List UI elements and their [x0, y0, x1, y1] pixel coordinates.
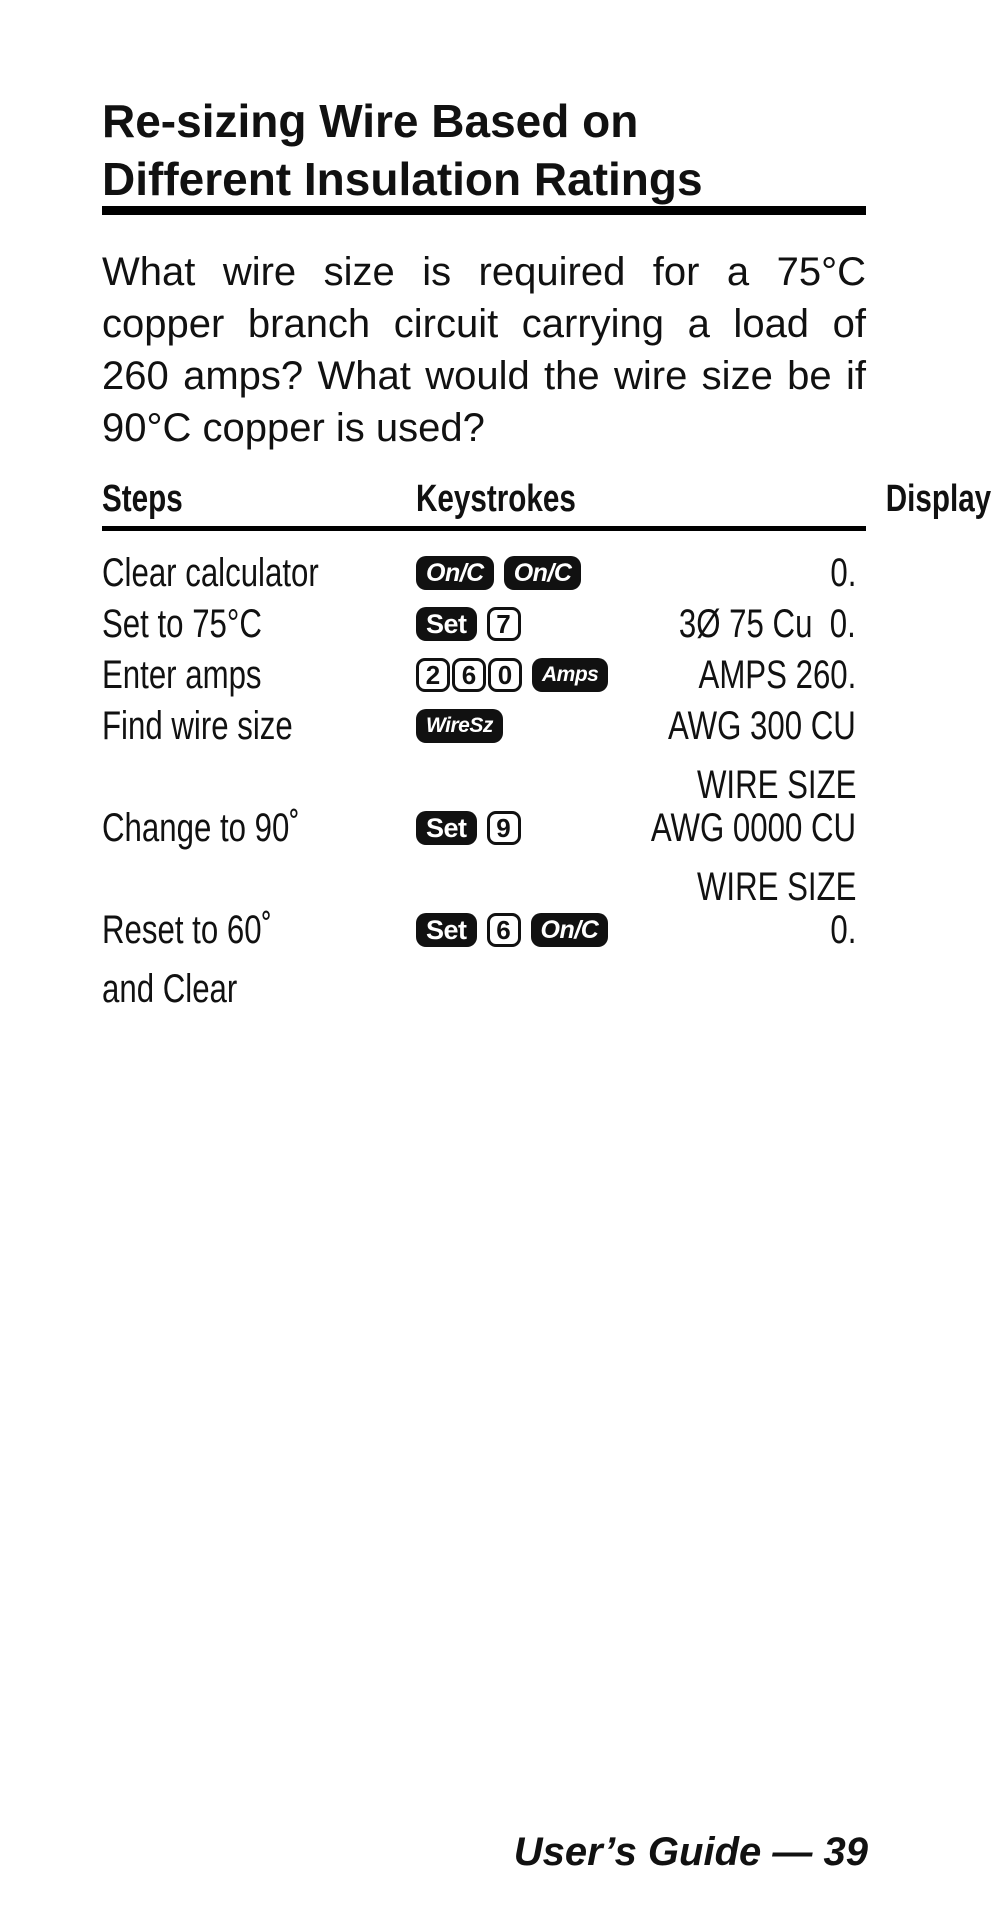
digit-key: 2	[416, 658, 450, 692]
keystrokes	[416, 811, 521, 845]
digit-key: 7	[487, 607, 521, 641]
keystrokes	[416, 607, 521, 641]
digit-key: 6	[487, 913, 521, 947]
step-label: Clear calculator	[102, 551, 319, 595]
page-footer: User’s Guide — 39	[513, 1830, 868, 1874]
display-value: AWG 300 CU WIRE SIZE	[668, 704, 856, 807]
display-value: 0.	[829, 908, 856, 952]
set-key: Set	[416, 913, 477, 947]
display-value: 0.	[829, 551, 856, 595]
question-text: What wire size is required for a 75°C copper branch circuit carrying a load of 260 amps? What would the wire size be if 90°C copper is used?	[102, 250, 866, 450]
table-header-rule	[102, 526, 866, 531]
wiresz-key: WireSz	[416, 709, 503, 743]
digit-key: 9	[487, 811, 521, 845]
digit-key: 6	[452, 658, 486, 692]
step-label: Change to 90˚	[102, 806, 300, 850]
amps-key: Amps	[532, 658, 608, 692]
step-label: Set to 75°C	[102, 602, 262, 646]
display-value: 3Ø 75 Cu 0.	[679, 602, 856, 646]
title-underline	[102, 206, 866, 215]
table-header: Steps Keystrokes Display	[102, 478, 991, 520]
title-line-2: Different Insulation Ratings	[102, 153, 703, 205]
set-key: Set	[416, 811, 477, 845]
step-label: Reset to 60˚ and Clear	[102, 908, 272, 1011]
step-label: Find wire size	[102, 704, 293, 748]
digit-key: 0	[488, 658, 522, 692]
title-line-1: Re-sizing Wire Based on	[102, 95, 639, 147]
step-label: Enter amps	[102, 653, 262, 697]
display-value: AMPS 260.	[698, 653, 856, 697]
set-key: Set	[416, 607, 477, 641]
on-c-key: On/C	[416, 556, 494, 590]
on-c-key: On/C	[531, 913, 609, 947]
page-title	[102, 92, 866, 208]
keystrokes	[416, 658, 608, 692]
keystrokes	[416, 709, 503, 743]
on-c-key: On/C	[504, 556, 582, 590]
keystrokes	[416, 556, 581, 590]
digit-key-group	[416, 658, 522, 692]
keystrokes	[416, 913, 608, 947]
display-value: AWG 0000 CU WIRE SIZE	[650, 806, 856, 909]
